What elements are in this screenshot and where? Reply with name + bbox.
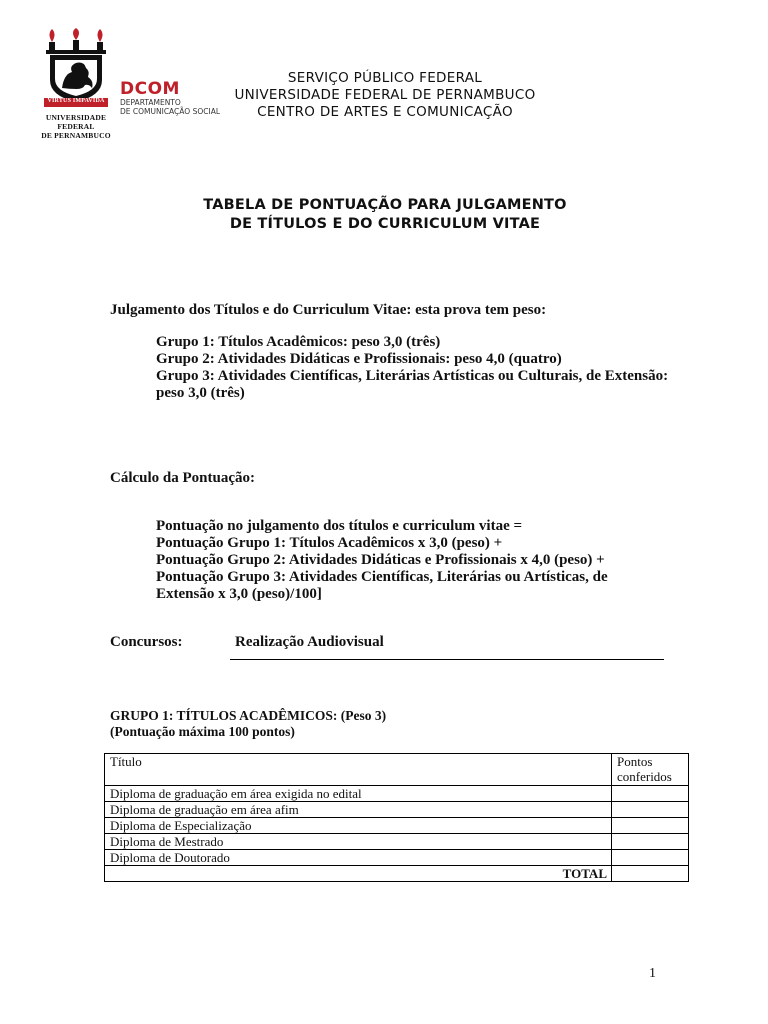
total-label-cell: TOTAL [105,866,612,882]
header-points-line-1: Pontos [617,754,653,769]
concursos-label: Concursos: [110,634,183,650]
table-row [105,850,689,866]
ufpe-motto: VIRTUS IMPAVIDA [47,98,105,104]
calculation-heading: Cálculo da Pontuação: [110,470,256,486]
institution-header [180,70,590,121]
group-1-max-points: (Pontuação máxima 100 pontos) [110,724,295,739]
concursos-underline [230,659,664,660]
title-line-2: DE TÍTULOS E DO CURRICULUM VITAE [229,216,541,232]
row-points-cell[interactable] [612,802,689,818]
group-1-heading [110,708,386,740]
concursos-value: Realização Audiovisual [235,634,384,650]
header-title-cell: Título [105,754,612,786]
formula-line-5: Extensão x 3,0 (peso)/100] [156,586,322,602]
group-2-weight: Grupo 2: Atividades Didáticas e Profissionais: peso 4,0 (quatro) [156,351,562,367]
table-header-row [105,754,689,786]
group-1-table [104,753,689,882]
title-line-1: TABELA DE PONTUAÇÃO PARA JULGAMENTO [203,197,567,213]
group-3-weight-line-1: Grupo 3: Atividades Científicas, Literárias Artísticas ou Culturais, de Extensão: [156,368,669,384]
row-points-cell[interactable] [612,786,689,802]
header-points-line-2: conferidos [617,769,672,784]
table-row [105,818,689,834]
ufpe-name-line-2: FEDERAL [57,122,95,131]
group-1-title: GRUPO 1: TÍTULOS ACADÊMICOS: (Peso 3) [110,708,387,723]
ufpe-logo [40,28,112,140]
table-row [105,786,689,802]
formula-line-2: Pontuação Grupo 1: Títulos Acadêmicos x 3,0 (peso) + [156,535,503,551]
group-weights [156,334,696,402]
group-1-weight: Grupo 1: Títulos Acadêmicos: peso 3,0 (três) [156,334,441,350]
table-total-row [105,866,689,882]
row-points-cell[interactable] [612,850,689,866]
row-title-cell: Diploma de Especialização [105,818,612,834]
formula-line-3: Pontuação Grupo 2: Atividades Didáticas e Profissionais x 4,0 (peso) + [156,552,605,568]
table-row [105,802,689,818]
header-line-3: CENTRO DE ARTES E COMUNICAÇÃO [257,104,513,120]
total-points-cell[interactable] [612,866,689,882]
row-title-cell: Diploma de Mestrado [105,834,612,850]
calculation-formula [156,518,656,603]
page-number: 1 [649,966,656,981]
ufpe-crest-icon [40,28,112,108]
dcom-wordmark: DCOM [120,79,180,99]
document-title [130,196,640,234]
row-title-cell: Diploma de Doutorado [105,850,612,866]
ufpe-name-line-1: UNIVERSIDADE [45,113,107,122]
row-title-cell: Diploma de graduação em área afim [105,802,612,818]
header-line-2: UNIVERSIDADE FEDERAL DE PERNAMBUCO [234,87,536,103]
row-title-cell: Diploma de graduação em área exigida no edital [105,786,612,802]
row-points-cell[interactable] [612,818,689,834]
group-3-weight-line-2: peso 3,0 (três) [156,385,245,401]
ufpe-name-line-3: DE PERNAMBUCO [41,131,111,140]
formula-line-4: Pontuação Grupo 3: Atividades Científicas, Literárias ou Artísticas, de [156,569,608,585]
formula-line-1: Pontuação no julgamento dos títulos e curriculum vitae = [156,518,523,534]
dcom-sub-line-2: DE COMUNICAÇÃO SOCIAL [120,107,221,116]
weights-heading: Julgamento dos Títulos e do Curriculum Vitae: esta prova tem peso: [110,302,547,318]
row-points-cell[interactable] [612,834,689,850]
header-line-1: SERVIÇO PÚBLICO FEDERAL [287,70,483,86]
table-row [105,834,689,850]
header-points-cell [612,754,689,786]
dcom-sub-line-1: DEPARTAMENTO [120,98,181,107]
